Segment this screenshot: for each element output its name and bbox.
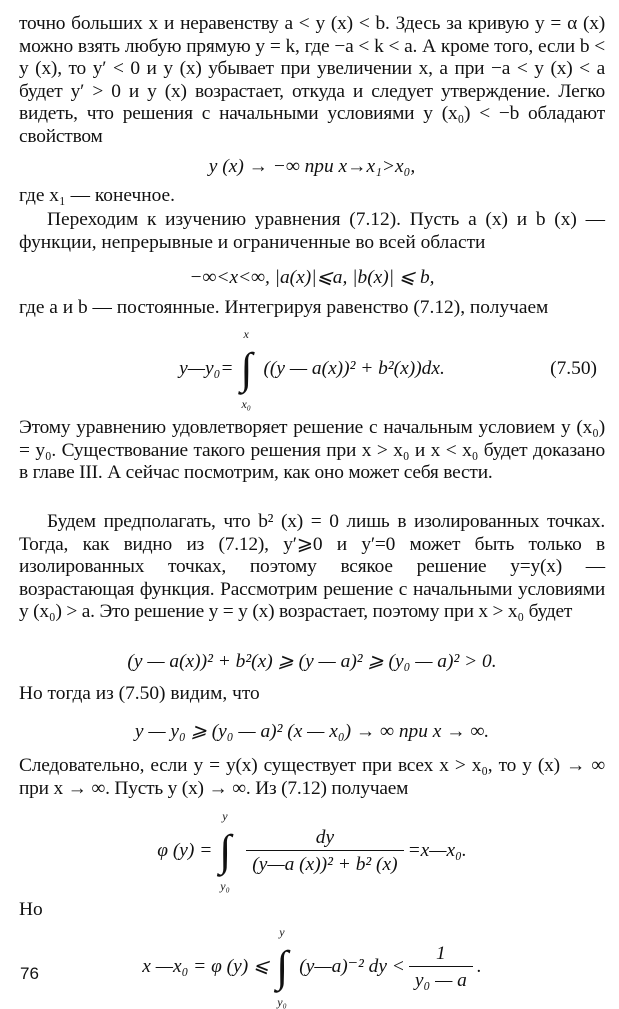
fraction <box>409 942 473 993</box>
paragraph-8: Следовательно, если y = y(x) существует при всех x > x₀, то y (x) → ∞ при x → ∞. Пусть y (x) → ∞. Из (7.12) получаем <box>19 755 605 799</box>
equation-7-50 <box>19 321 605 417</box>
integral-upper-limit: x <box>243 326 249 341</box>
eq-7-50-lhs: y—y₀= <box>179 358 234 379</box>
integral-upper-limit: y <box>222 808 228 823</box>
integral-lower-limit: x₀ <box>241 396 251 411</box>
integral-lower-limit: y₀ <box>277 994 287 1009</box>
eq-phi-lhs: φ (y) = <box>157 840 213 861</box>
eq-7-50-integrand: ((y — a(x))² + b²(x))dx. <box>263 358 445 379</box>
integral-sign: y ∫ y₀ <box>276 924 289 1009</box>
eq-phi-rhs: =x—x₀. <box>407 840 467 861</box>
integral-sign: x ∫ x₀ <box>240 326 253 411</box>
equation-bounds: −∞<x<∞, |a(x)|⩽a, |b(x)| ⩽ b, <box>189 267 435 288</box>
fraction-numerator: 1 <box>436 943 446 965</box>
paragraph-4: где a и b — постоянные. Интегрируя равенство (7.12), получаем <box>19 297 549 318</box>
paragraph-7: Но тогда из (7.50) видим, что <box>19 683 260 704</box>
equation-inequality: (y — a(x))² + b²(x) ⩾ (y — a)² ⩾ (y₀ — a)² > 0. <box>127 651 497 672</box>
page-number: 76 <box>20 964 39 983</box>
paragraph-9: Но <box>19 899 43 920</box>
equation-limit: y (x) → −∞ при x→x₁>x₀, <box>208 156 416 177</box>
eq-bound-integrand: (y—a)⁻² dy < <box>299 956 405 977</box>
equation-bound <box>19 925 605 1009</box>
integral-upper-limit: y <box>279 924 285 939</box>
integral-lower-limit: y₀ <box>220 878 230 893</box>
paragraph-5: Этому уравнению удовлетворяет решение с начальным условием y (x₀) = y₀. Существование такого решения при x > x₀ и x < x₀ будет доказано в главе III. А сейчас посмотрим, как оно может себя вести. <box>19 417 605 484</box>
integral-sign: y ∫ y₀ <box>219 808 232 893</box>
fraction-denominator: y₀ — a <box>409 966 473 993</box>
eq-bound-lhs: x —x₀ = φ (y) ⩽ <box>142 956 270 977</box>
equation-number: (7.50) <box>550 358 597 379</box>
fraction-numerator: dy <box>315 827 335 849</box>
fraction <box>246 826 403 877</box>
equation-phi <box>19 803 605 899</box>
fraction-denominator: (y—a (x))² + b² (x) <box>246 850 403 877</box>
book-page <box>19 13 605 1009</box>
eq-bound-end: . <box>476 956 482 977</box>
paragraph-2: где x₁ — конечное. <box>19 185 175 206</box>
paragraph-3: Переходим к изучению уравнения (7.12). Пусть a (x) и b (x) — функции, непрерывные и ограниченные во всей области <box>19 209 605 253</box>
paragraph-1: точно больших x и неравенству a < y (x) < b. Здесь за кривую y = α (x) можно взять любую прямую y = k, где −a < k < a. А кроме того, если b < y (x), то y′ < 0 и y (x) убывает при увеличении x, а при −a < y (x) < a будет y′ > 0 и y (x) возрастает, откуда и следует утверждение. Легко видеть, что решения с начальными условиями y (x₀) < −b обладают свойством <box>19 13 605 147</box>
equation-growth: y — y₀ ⩾ (y₀ — a)² (x — x₀) → ∞ при x → ∞. <box>134 721 490 742</box>
paragraph-6: Будем предполагать, что b² (x) = 0 лишь в изолированных точках. Тогда, как видно из (7.12), y′⩾0 и y′=0 может быть только в изолированных точках, поэтому всякое решение y=y(x) — возрастающая функция. Рассмотрим решение с начальными условиями y (x₀) > a. Это решение y = y (x) возрастает, поэтому при x > x₀ будет <box>19 511 605 623</box>
